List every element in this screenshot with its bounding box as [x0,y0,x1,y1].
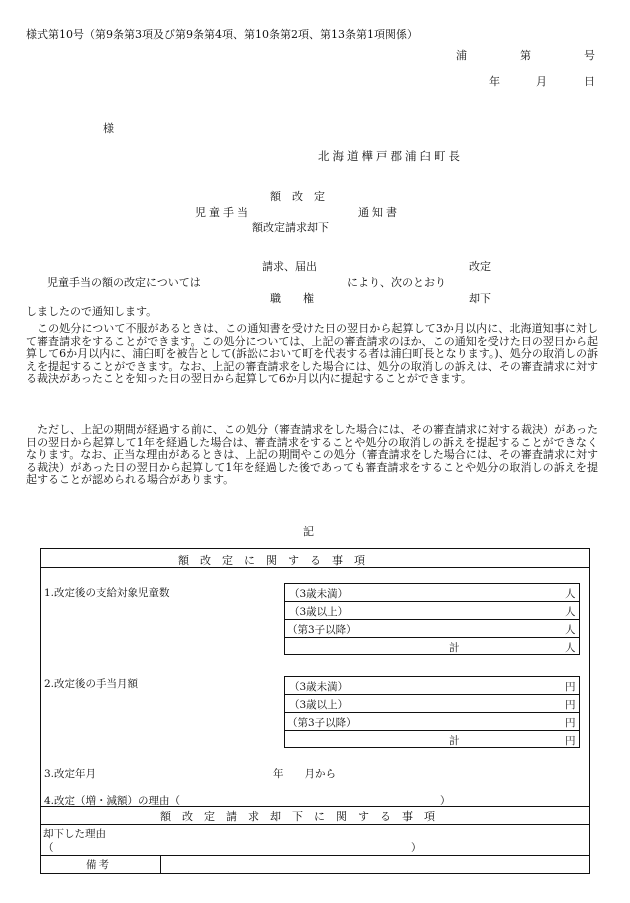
item1-label: 1.改定後の支給対象児童数 [44,587,170,599]
intro-tail: しましたので通知します。 [26,305,158,318]
intro-line-start: 児童手当の額の改定については [47,276,201,289]
allowance-row-unit: 円 [565,735,576,747]
item4-close-paren: ） [440,795,451,807]
count-row-label: （3歳未満） [289,588,349,600]
item2-label: 2.改定後の手当月額 [44,678,139,690]
count-row-unit: 人 [565,624,576,636]
reject-close-paren: ） [411,842,422,854]
ref-ura: 浦 [456,49,467,62]
item3-value: 年 月から [273,768,336,780]
title-right: 通知書 [358,206,400,219]
count-row-label: （第3子以降） [287,624,357,636]
allowance-total-label: 計 [449,735,460,747]
ref-go: 号 [584,49,595,62]
notice-paragraph-2: ただし、上記の期間が経過する前に、この処分（審査請求をした場合には、その審査請求に対する裁決）があった日の翌日から起算して1年を経過した場合は、審査請求をすることや処分の取消しの訴えを提起することができなくなります。なお、正当な理由があるときは、上記の期間やこの処分（審査請求をした場合には、その審査請求に対する裁決）があった日の翌日から起算して1年を経過した後であっても審査請求をすることや処分の取消しの訴えを提起することが認められる場合があります。 [26,423,598,487]
ref-dai: 第 [520,49,531,62]
bikou-label: 備考 [86,859,111,871]
allowance-row-unit: 円 [565,699,576,711]
reject-open-paren: （ [43,842,54,854]
date-hi: 日 [584,75,595,88]
count-row-unit: 人 [565,588,576,600]
allowance-row-label: （3歳以上） [289,699,349,711]
count-row-unit: 人 [565,606,576,618]
allowance-row-unit: 円 [565,681,576,693]
intro-top-right: 改定 [469,260,491,273]
table-header-kaitei: 額改定に関する事項 [178,554,376,567]
allowance-row-unit: 円 [565,717,576,729]
item3-label: 3.改定年月 [44,768,97,780]
table-header-kyakka: 額改定請求却下に関する事項 [160,810,446,823]
title-left: 児童手当 [195,206,251,219]
allowance-row-label: （第3子以降） [287,717,357,729]
intro-bottom-right: 却下 [469,292,491,305]
title-bottom: 額改定請求却下 [252,221,329,234]
count-row-unit: 人 [565,642,576,654]
issuer: 北海道樺戸郡浦臼町長 [318,149,463,163]
addressee-sama: 様 [103,122,114,135]
reject-reason-label: 却下した理由 [43,828,106,840]
notice-paragraph-1: この処分について不服があるときは、この通知書を受けた日の翌日から起算して3か月以内に、北海道知事に対して審査請求をすることができます。この処分については、上記の審査請求のほか、この通知を受けた日の翌日から起算して6か月以内に、浦臼町を被告として(訴訟において町を代表する者は浦臼町長となります。)、処分の取消しの訴えを提起することができます。なお、上記の審査請求をした場合には、処分の取消しの訴えは、その審査請求に対する裁決があったことを知った日の翌日から起算して6か月以内に提起することができます。 [26,322,598,386]
date-tsuki: 月 [536,75,547,88]
item4-label: 4.改定（増・減額）の理由（ [44,795,181,807]
intro-top-mid: 請求、届出 [262,260,317,273]
date-nen: 年 [489,75,500,88]
form-id: 様式第10号（第9条第3項及び第9条第4項、第10条第2項、第13条第1項関係） [26,28,418,41]
count-total-label: 計 [449,642,460,654]
count-row-label: （3歳以上） [289,606,349,618]
ki-heading: 記 [303,525,314,538]
allowance-row-label: （3歳未満） [289,681,349,693]
intro-bottom-mid: 職 権 [270,292,314,305]
title-top: 額 改 定 [270,190,325,203]
intro-line-mid: により、次のとおり [347,276,446,289]
